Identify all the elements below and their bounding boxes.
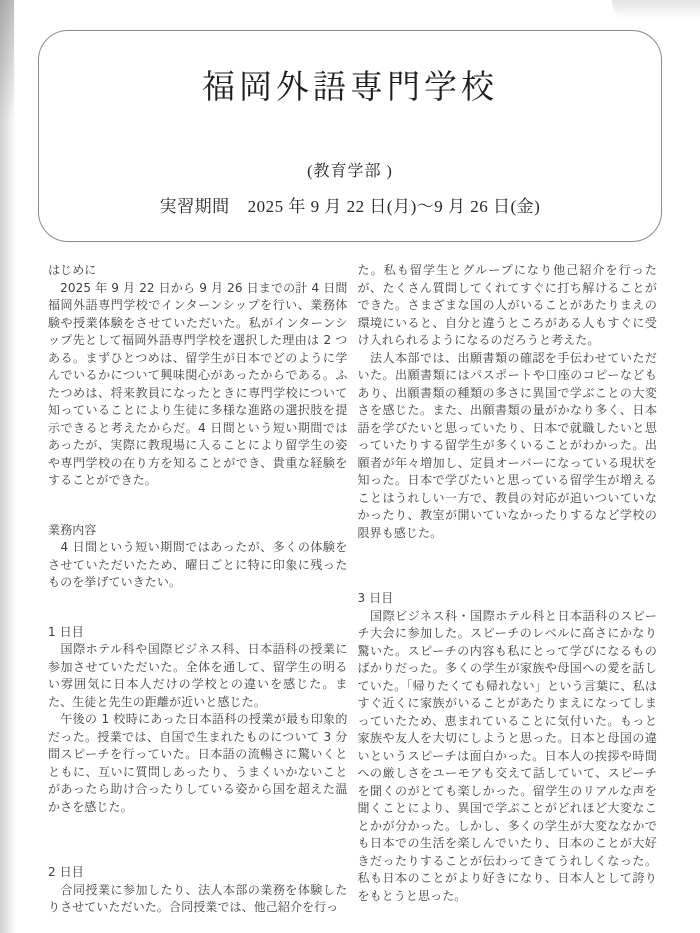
period-label: 実習期間	[159, 197, 230, 216]
title-box	[38, 30, 662, 242]
day2-paragraph-headoffice: 法人本部では、出願書類の確認を手伝わせていただいた。出願書類にはパスポートや口座のコピーなどもあり、出願書類の種類の多さに異国で学ぶことの大変さを感じた。また、出願書類の量がかなり多く、日本語を学びたいと思っていたり、日本で就職したいと思っていたりする留学生が多くいることがわかった。出願者が年々増加し、定員オーバーになっている現状を知った。日本で学びたいと思っている留学生が増えることはうれしい一方で、教員の対応が追いついていなかったり、教室が開いていなかったりするなど学校の限界も感じた。	[357, 350, 657, 540]
section-heading-day1: 1 日目	[48, 624, 84, 639]
left-column	[48, 262, 348, 917]
day2-paragraph-continued: た。私も留学生とグループになり他己紹介を行ったが、たくさん質問してくれてすぐに打ち解けることができた。さまざまな国の人がいることがあたりまえの環境にいると、自分と違うところがある人もすぐに受け入れられるようになるのだろうと考えた。	[357, 263, 657, 347]
intro-paragraph: 2025 年 9 月 22 日から 9 月 26 日までの計 4 日間福岡外語専門学校でインターンシップを行い、業務体験や授業体験をさせていただいた。私がインターンシップ先として福岡外語専門学校を選択した理由は 2 つある。まずひとつめは、留学生が日本でどのように学んでいるかについて興味関心があったからである。ふたつめは、将来教員になったときに専門学校について知っていることにより生徒に多様な進路の選択肢を提示できると考えたからだ。4 日間という短い期間ではあったが、実際に教現場に入ることにより留学生の姿や専門学校の在り方を知ることができ、貴重な経験をすることができた。	[48, 280, 348, 487]
day2-paragraph: 合同授業に参加したり、法人本部の業務を体験したりさせていただいた。合同授業では、他己紹介を行っ	[48, 882, 348, 914]
section-heading-day3: 3 日目	[357, 591, 394, 605]
scan-shadow-left-top	[0, 0, 14, 120]
section-heading-duties: 業務内容	[48, 522, 97, 537]
day3-paragraph: 国際ビジネス科・国際ホテル科と日本語科のスピーチ大会に参加した。スピーチのレベルに高さにかなり驚いた。スピーチの内容も私にとって学びになるものばかりだった。多くの学生が家族や母国への愛を話していた。「帰りたくても帰れない」という言葉に、私はすぐ近くに家族がいることがあたりまえになってしまっていたため、恵まれていることに気付いた。もっと家族や友人を大切にしようと思った。日本と母国の違いというスピーチは面白かった。日本人の挨拶や時間への厳しさをユーモアも交えて話していて、スピーチを聞くのがとても楽しかった。留学生のリアルな声を聞くことにより、異国で学ぶことがどれほど大変なことかが分かった。しかし、多くの学生が大変ななかでも日本での生活を楽しんでいたり、日本のことが大好きだったりすることが伝わってきてうれしくなった。私も日本のことがより好きになり、日本人として誇りをもとうと思った。	[357, 608, 657, 903]
school-name-title: 福岡外語専門学校	[202, 70, 498, 106]
scan-shadow-left	[0, 0, 16, 933]
report-body	[48, 262, 657, 917]
section-heading-day2: 2 日目	[48, 865, 84, 879]
right-column	[358, 262, 658, 917]
section-heading-intro: はじめに	[48, 263, 97, 277]
day1-paragraph-b: 午後の 1 校時にあった日本語科の授業が最も印象的だった。授業では、自国で生まれたものについて 3 分間スピーチを行っていた。日本語の流暢さに驚いくとともに、互いに質問しあったり、うまくいかないことがあったら助け合ったりしている姿から国を超えた温かさを感じた。	[48, 712, 348, 814]
day1-paragraph-a: 国際ホテル科や国際ビジネス科、日本語科の授業に参加させていただいた。全体を通して、留学生の明るい雰囲気に日本人だけの学校との違いを感じた。また、生徒と先生の距離が近いと感じた。	[48, 642, 348, 709]
internship-period-line	[39, 192, 661, 217]
department-line: (教育学部 )	[307, 163, 393, 180]
period-value: 2025 年 9 月 22 日(月)〜9 月 26 日(金)	[247, 197, 541, 216]
duties-paragraph: 4 日間という短い期間ではあったが、多くの体験をさせていただいたため、曜日ごとに特に印象に残ったものを挙げていきたい。	[48, 540, 348, 589]
scan-shade-top-right	[612, 0, 700, 20]
